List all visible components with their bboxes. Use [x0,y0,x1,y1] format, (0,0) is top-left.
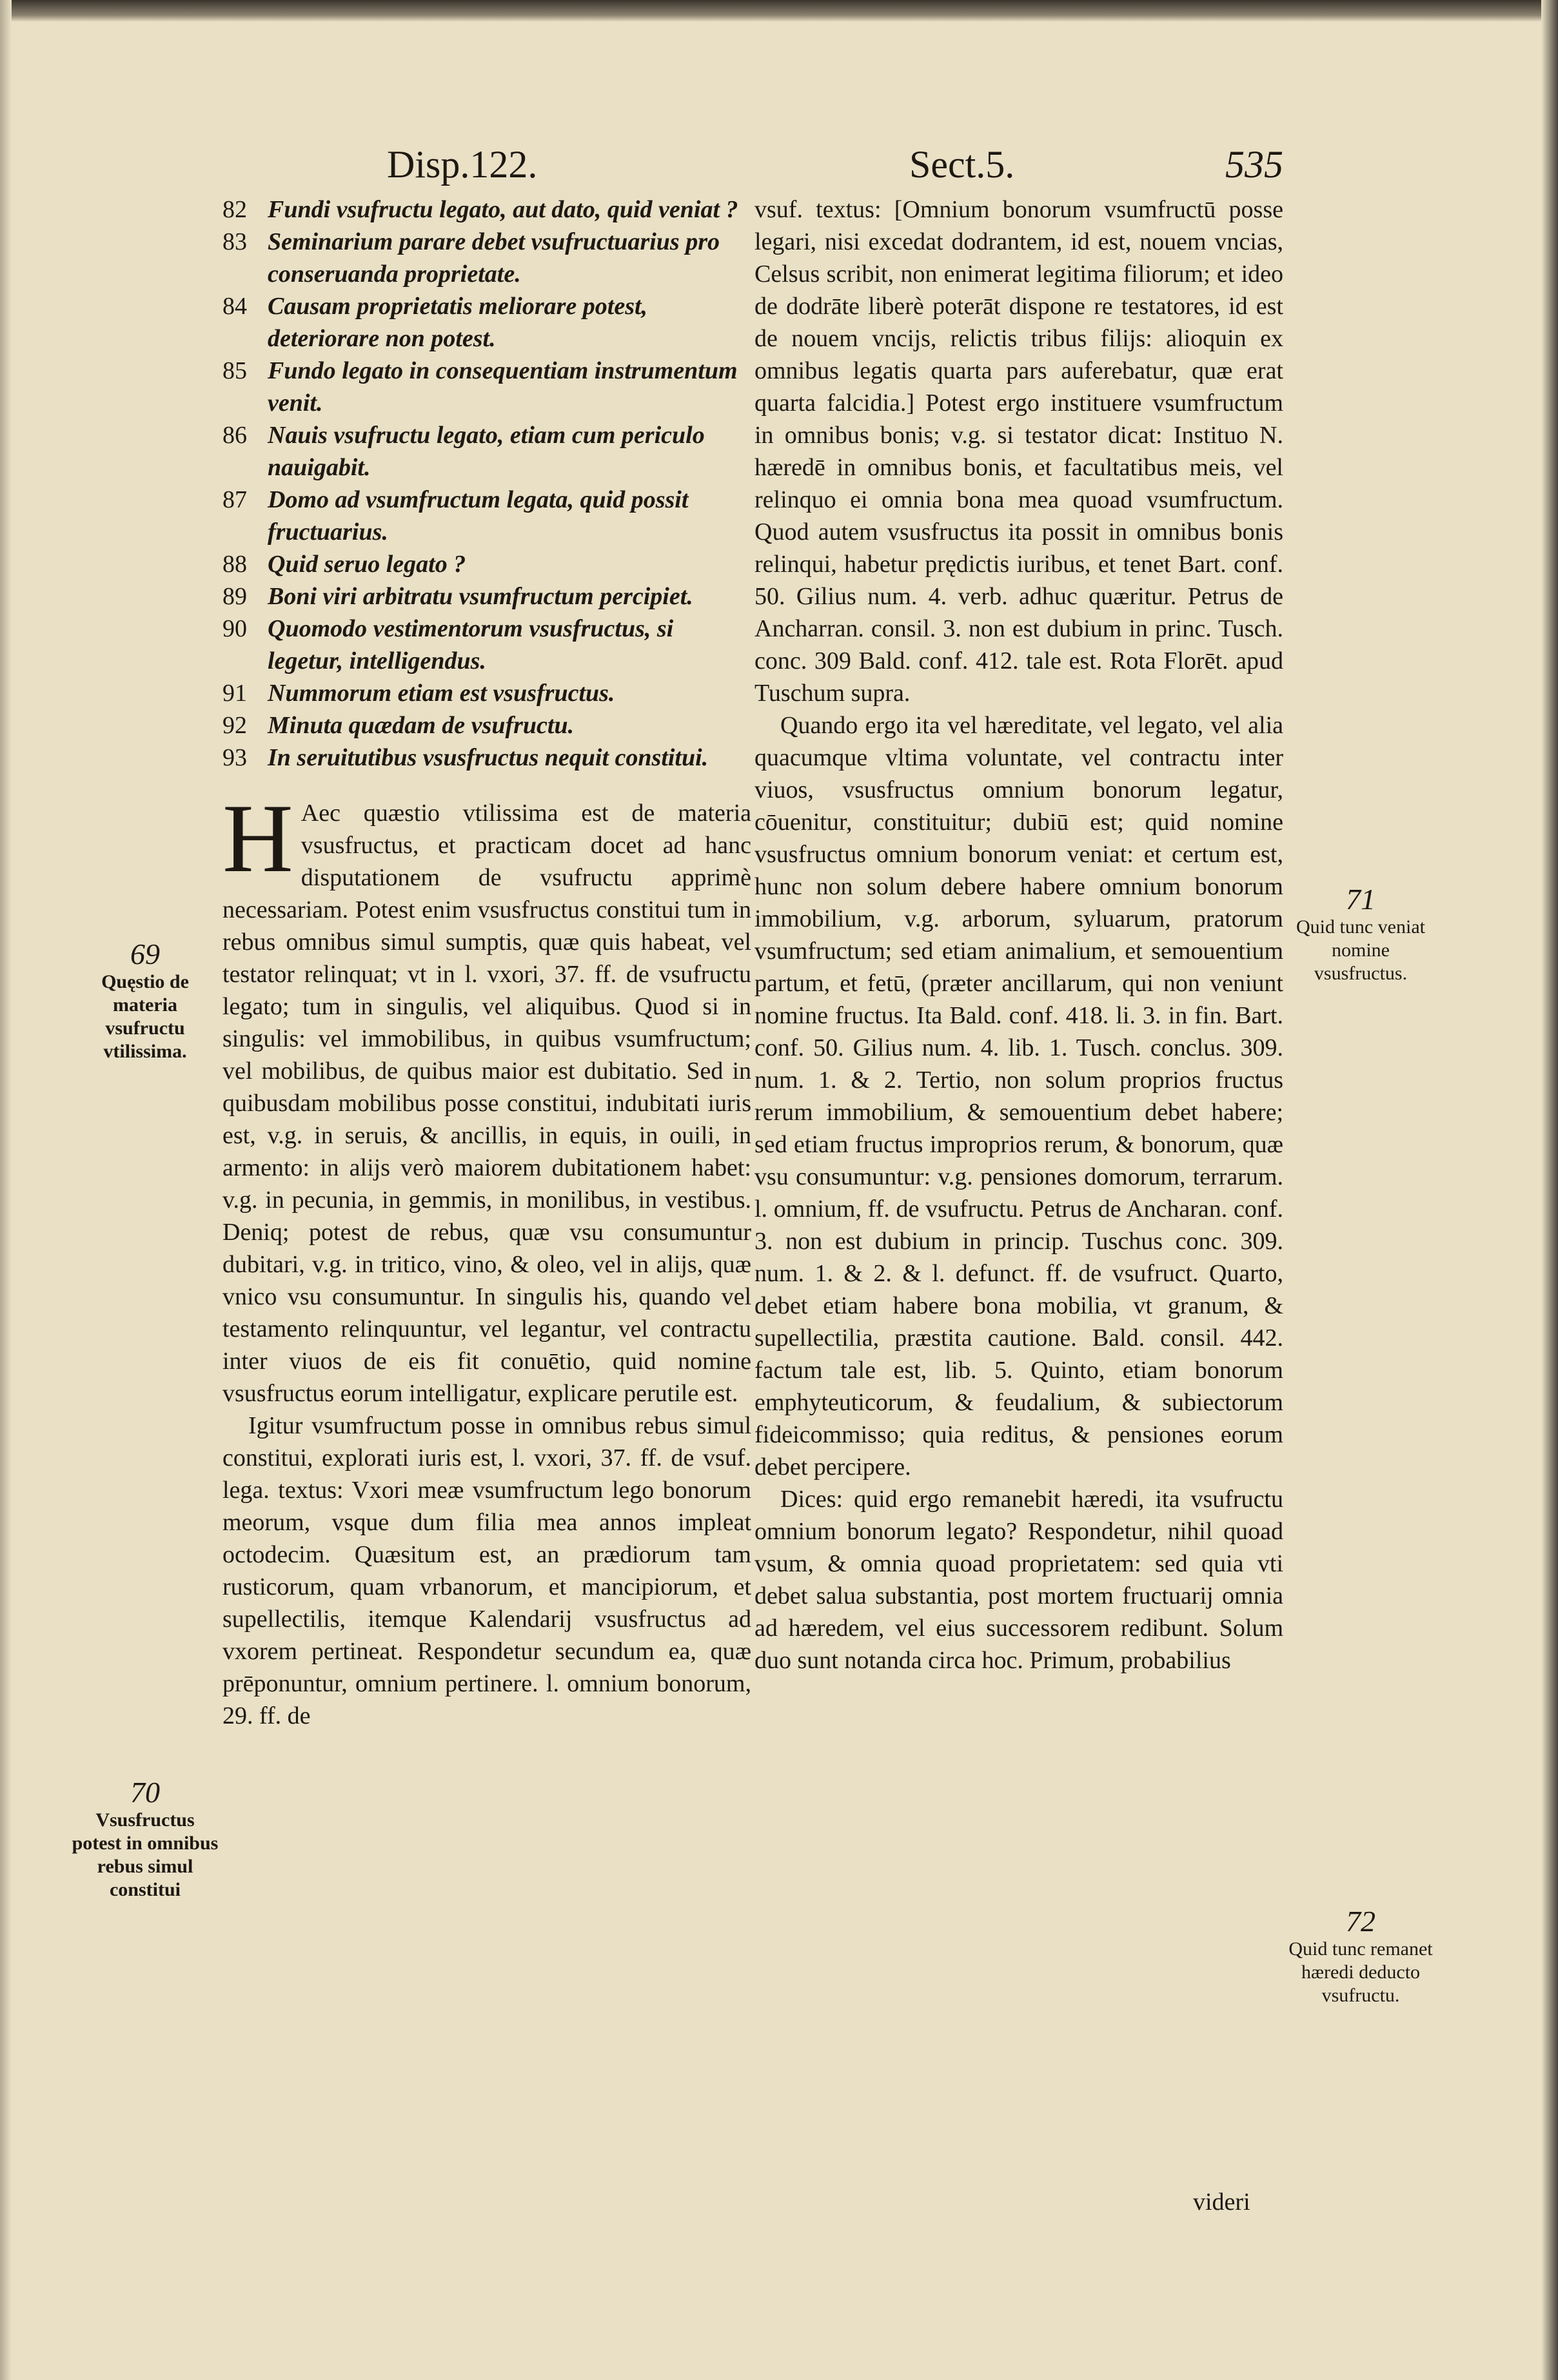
right-column [754,193,1283,1677]
summary-item [222,677,751,709]
summary-text: Domo ad vsumfructum legata, quid possit fructuarius. [268,486,689,546]
summary-item [222,419,751,484]
running-header [387,135,1283,193]
summary-text: Quomodo vestimentorum vsusfructus, si legetur, intelligendus. [268,615,674,674]
summary-list [222,193,751,774]
summary-item [222,484,751,548]
summary-item [222,193,751,226]
margin-note [1283,883,1438,985]
summary-text: Seminarium parare debet vsufructuarius pro conseruanda proprietate. [268,228,720,288]
summary-text: Quid seruo legato ? [268,551,466,578]
summary-item [222,548,751,580]
summary-number: 92 [222,712,247,739]
body-paragraph: Dices: quid ergo remanebit hæredi, ita vsufructu omnium bonorum legato? Respondetur, nihil quoad vsum, & omnia quoad proprietatem: sed quia vti debet salua substantia, post mortem fructuarij omnia ad hæredem, vel eius successorem redibunt. Solum duo sunt notanda circa hoc. Primum, probabilius [754,1486,1283,1674]
summary-text: Nummorum etiam est vsusfructus. [268,680,615,707]
summary-number: 91 [222,680,247,707]
summary-text: In seruitutibus vsusfructus nequit constitui. [268,744,709,771]
body-paragraph: Quando ergo ita vel hæreditate, vel legato, vel alia quacumque vltima voluntate, vel contractu inter viuos, vsusfructus omnium bonorum legatur, cōuenitur, constituitur; dubiū est; quid nomine vsusfructus omnium bonorum veniat: et certum est, hunc non solum debere habere omnium bonorum immobilium, v.g. arborum, syluarum, pratorum vsumfructum; sed etiam animalium, et semouentium partum, et fetū, (præter ancillarum, qui non veniunt nomine fructus. Ita Bald. conf. 418. li. 3. in fin. Bart. conf. 50. Gilius num. 4. lib. 1. Tusch. conclus. 309. num. 1. & 2. Tertio, non solum proprios fructus rerum immobilium, & semouentium debet habere; sed etiam fructus improprios rerum, & bonorum, quæ vsu consumuntur: v.g. pensiones domorum, terrarum. l. omnium, ff. de vsufructu. Petrus de Ancharan. conf. 3. non est dubium in princip. Tuschus conc. 309. num. 1. & 2. & l. defunct. ff. de vsufruct. Quarto, debet etiam habere bona mobilia, vt granum, & supellectilia, præstita cautione. Bald. consil. 442. factum tale est, lib. 5. Quinto, etiam bonorum emphyteuticorum, & feudalium, & subiectorum fideicommisso; quia reditus, & pensiones eorum debet percipere. [754,712,1283,1480]
summary-number: 87 [222,486,247,513]
body-paragraph: Igitur vsumfructum posse in omnibus rebus simul constitui, explorati iuris est, l. vxori, 37. ff. de vsuf. lega. textus: Vxori meæ vsumfructum lego bonorum meorum, vsque dum filia mea annos impleat octodecim. Quæsitum est, an prædiorum tam rusticorum, quam vrbanorum, et mancipiorum, et supellectilis, itemque Kalendarij vsusfructus ad vxorem pertineat. Respondetur secundum ea, quæ prēponuntur, omnium pertinere. l. omnium bonorum, 29. ff. de [222,1412,751,1729]
margin-note-text: Vsusfructus potest in omnibus rebus simul constitui [72,1809,219,1900]
summary-item [222,613,751,677]
summary-item [222,709,751,742]
summary-item [222,580,751,613]
header-section: Sect.5. [909,143,1015,186]
margin-note-number: 72 [1346,1905,1376,1938]
summary-number: 86 [222,422,247,449]
summary-number: 89 [222,583,247,610]
summary-item [222,290,751,355]
margin-note-number: 69 [130,938,160,970]
summary-item [222,226,751,290]
margin-note-text: Quid tunc remanet hæredi deducto vsufructu. [1288,1938,1433,2006]
paragraph-text: Aec quæstio vtilissima est de materia vsusfructus, et practicam docet ad hanc disputationem de vsufructu apprimè necessariam. Potest enim vsusfructus constitui tum in rebus omnibus simul sumptis, quæ quis habeat, vel testator relinquat; vt in l. vxori, 37. ff. de vsufructu legato; tum in singulis, vel aliquibus. Quod si in singulis: vel immobilibus, in quibus vsumfructum; vel mobilibus, de quibus maior est dubitatio. Sed in quibusdam mobilibus posse constitui, indubitati iuris est, v.g. in seruis, & ancillis, in equis, in ouili, in armento: in alijs verò maiorem dubitationem habet: v.g. in pecunia, in gemmis, in monilibus, in vestibus. Deniq; potest de rebus, quæ vsu consumuntur dubitari, v.g. in tritico, vino, & oleo, vel in alijs, quæ vnico vsu consumuntur. In singulis his, quando vel testamento relinquuntur, vel legantur, vel contractu inter viuos de eis fit conuētio, quid nomine vsusfructus eorum intelligatur, explicare perutile est. [222,800,751,1407]
summary-text: Fundo legato in consequentiam instrumentum venit. [268,357,738,417]
margin-note-number: 70 [130,1776,160,1809]
summary-number: 88 [222,551,247,578]
summary-number: 83 [222,228,247,255]
summary-number: 85 [222,357,247,384]
summary-text: Boni viri arbitratu vsumfructum percipiet. [268,583,693,610]
margin-note-number: 71 [1346,883,1376,916]
page-number: 535 [1225,143,1283,186]
main-text-left [222,784,751,1732]
margin-note [1283,1905,1438,2007]
catchword: videri [1193,2188,1250,2216]
summary-text: Causam proprietatis meliorare potest, deteriorare non potest. [268,293,648,352]
margin-note-text: Quęstio de materia vsufructu vtilissima. [101,971,189,1062]
summary-number: 84 [222,293,247,320]
summary-number: 90 [222,615,247,642]
summary-text: Minuta quædam de vsufructu. [268,712,575,739]
summary-item [222,742,751,774]
summary-number: 93 [222,744,247,771]
margin-note [71,1776,219,1902]
body-paragraph: vsuf. textus: [Omnium bonorum vsumfructū posse legari, nisi excedat dodrantem, id est, nouem vncias, Celsus scribit, non enimerat legitima filiorum; et ideo de dodrāte liberè poterāt dispone re testatores, id est de nouem vncijs, relictis tribus filijs: alioquin ex omnibus legatis quarta pars auferebatur, quæ erat quarta falcidia.] Potest ergo instituere vsumfructum in omnibus bonis; v.g. si testator dicat: Instituo N. hæredē in omnibus bonis, et facultatibus meis, vel relinquo ei omnia bona mea quoad vsumfructum. Quod autem vsusfructus ita possit in omnibus bonis relinqui, habetur prędictis iuribus, et tenet Bart. conf. 50. Gilius num. 4. verb. adhuc quæritur. Petrus de Ancharran. consil. 3. non est dubium in princ. Tusch. conc. 309 Bald. conf. 412. tale est. Rota Florēt. apud Tuschum supra. [754,196,1283,707]
summary-number: 82 [222,196,247,223]
left-column [222,193,751,1732]
summary-item [222,355,751,419]
drop-cap: H [222,784,293,892]
header-disputation: Disp.122. [387,143,538,186]
summary-text: Fundi vsufructu legato, aut dato, quid veniat ? [268,196,738,223]
summary-text: Nauis vsufructu legato, etiam cum periculo nauigabit. [268,422,705,481]
margin-note [71,938,219,1063]
margin-note-text: Quid tunc veniat nomine vsusfructus. [1296,916,1425,984]
body-paragraph [222,784,751,1410]
